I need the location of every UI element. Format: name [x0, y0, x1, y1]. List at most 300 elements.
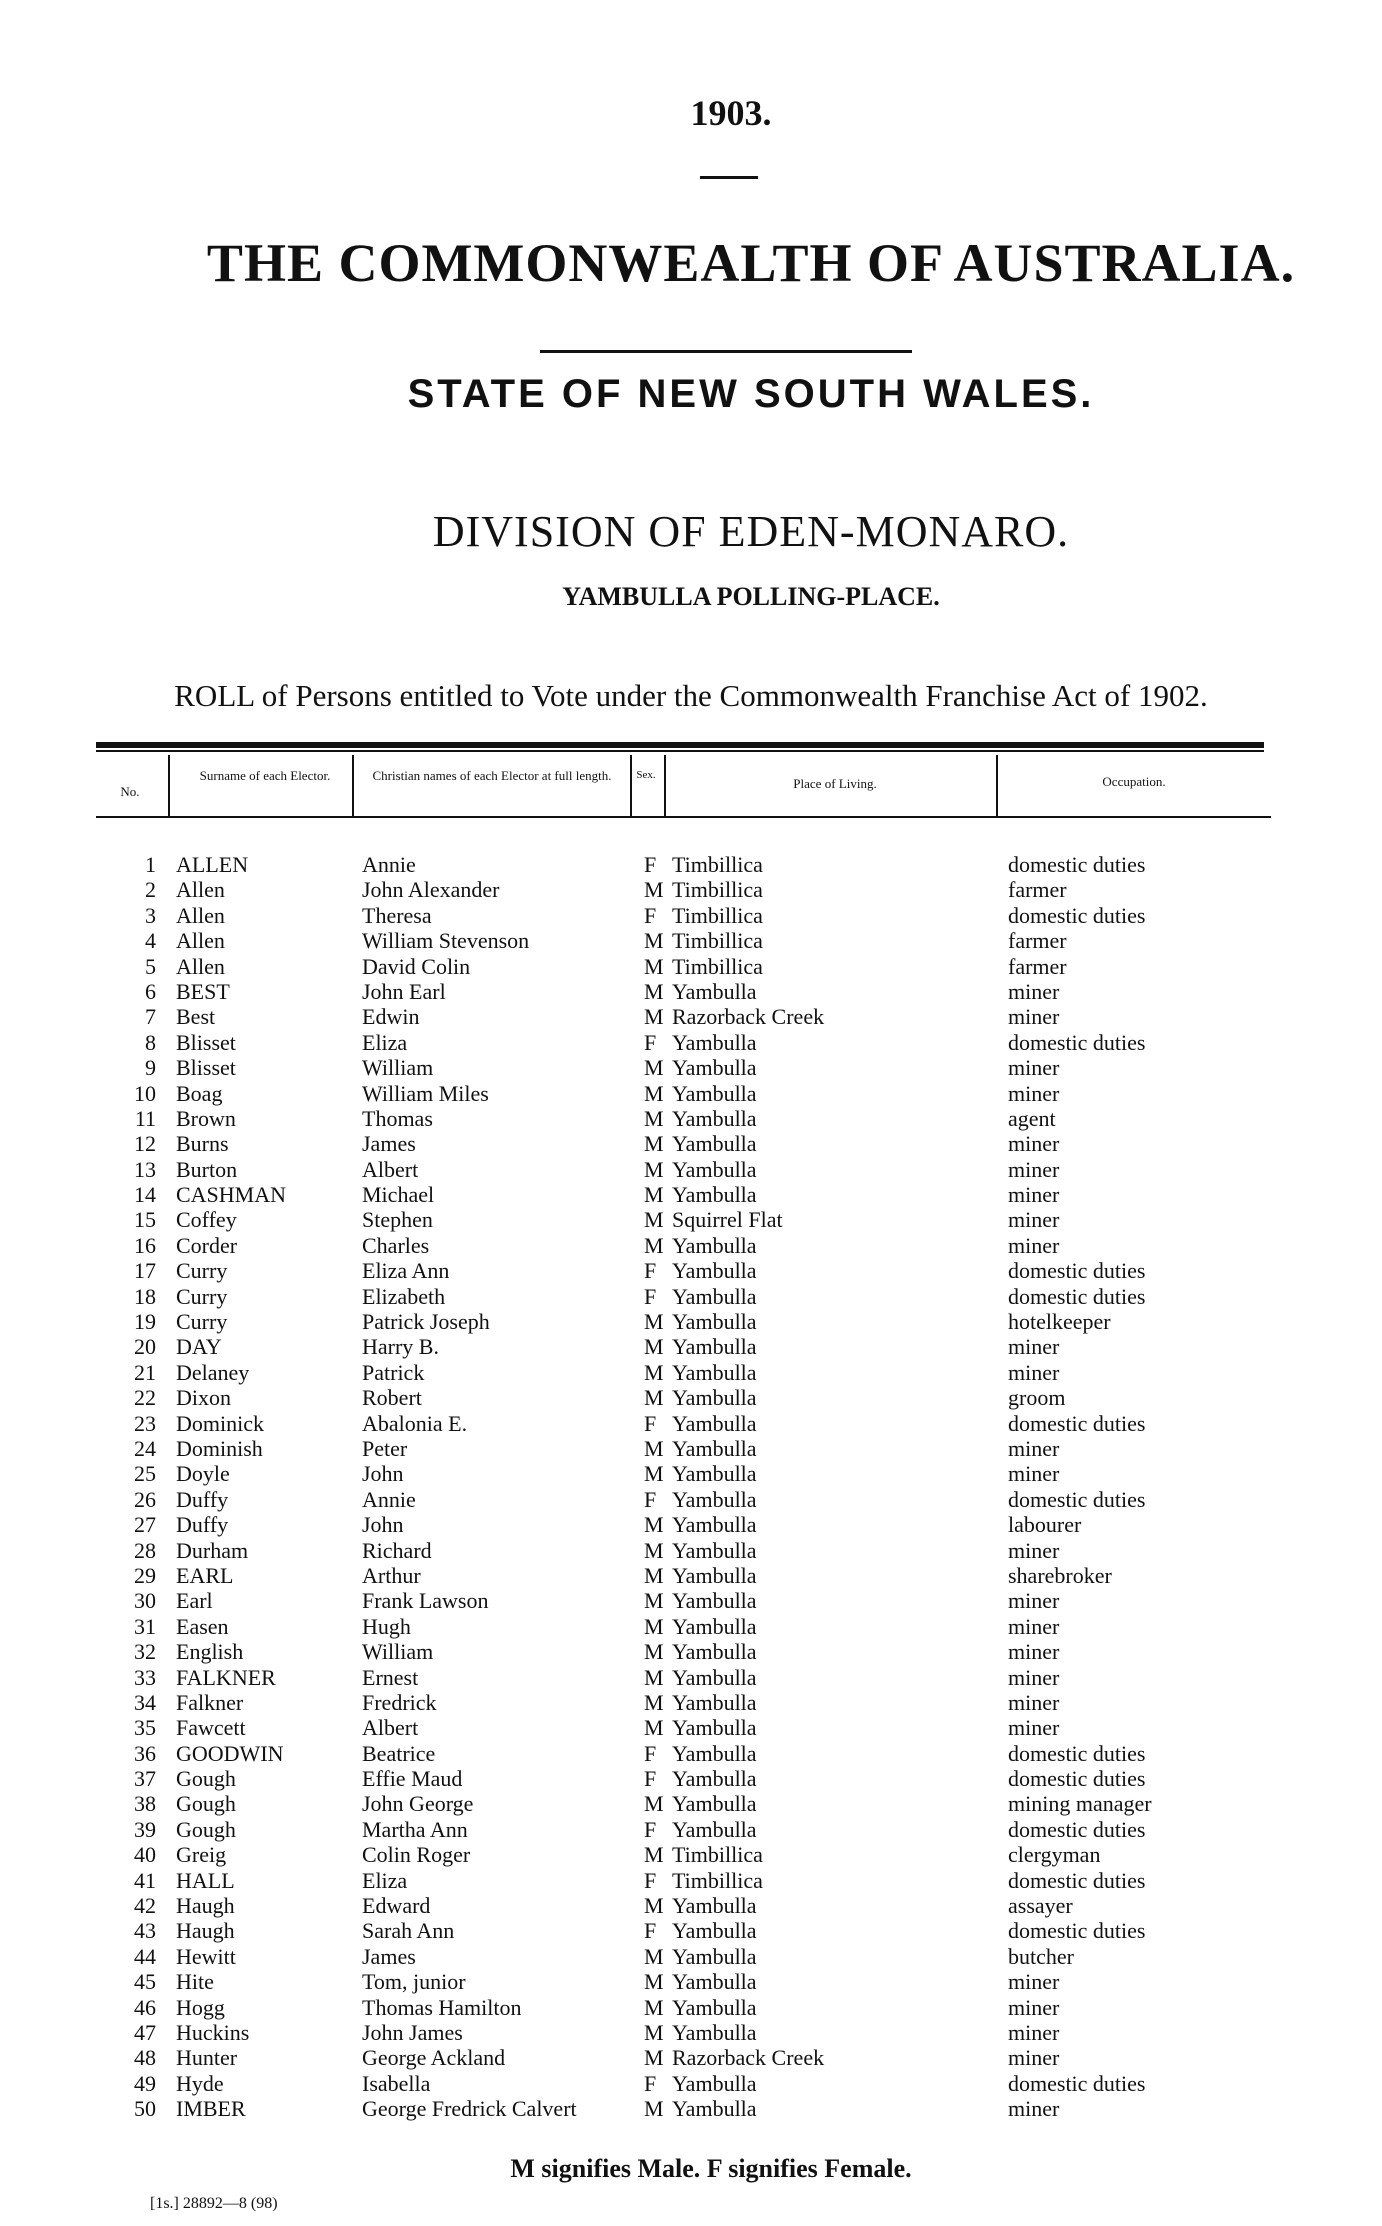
elector-sex: M: [644, 2045, 664, 2071]
elector-surname: Blisset: [176, 1029, 236, 1055]
elector-occupation: miner: [1008, 1639, 1060, 1665]
elector-number: 42: [134, 1893, 156, 1919]
elector-sex: M: [644, 1562, 664, 1588]
elector-place: Yambulla: [672, 1359, 757, 1385]
elector-occupation: miner: [1008, 1613, 1060, 1639]
table-row: [96, 2020, 1286, 2045]
header-occupation: Occupation.: [1102, 774, 1166, 789]
elector-number: 20: [134, 1334, 156, 1360]
elector-number: 40: [134, 1842, 156, 1868]
elector-sex: F: [644, 1258, 657, 1284]
elector-number: 45: [134, 1969, 156, 1995]
elector-number: 1: [145, 852, 156, 877]
elector-number: 19: [134, 1309, 156, 1335]
elector-christian-names: Annie: [362, 852, 416, 877]
elector-christian-names: Eliza: [362, 1867, 408, 1893]
elector-place: Timbillica: [672, 902, 763, 928]
document-title: THE COMMONWEALTH OF AUSTRALIA.: [206, 233, 1296, 293]
table-row: [96, 1233, 1286, 1258]
column-divider: [996, 755, 998, 817]
elector-sex: M: [644, 1182, 664, 1208]
elector-sex: M: [644, 1613, 664, 1639]
table-row: [96, 979, 1286, 1004]
elector-surname: Durham: [176, 1537, 249, 1563]
table-row: [96, 1512, 1286, 1537]
elector-place: Yambulla: [672, 1435, 757, 1461]
elector-number: 21: [134, 1359, 156, 1385]
elector-occupation: miner: [1008, 1359, 1060, 1385]
elector-number: 11: [134, 1105, 156, 1131]
elector-surname: Greig: [176, 1842, 227, 1868]
elector-christian-names: Sarah Ann: [362, 1918, 455, 1944]
elector-place: Yambulla: [672, 1613, 757, 1639]
elector-sex: F: [644, 1740, 657, 1766]
elector-number: 26: [134, 1486, 156, 1512]
elector-sex: M: [644, 953, 664, 979]
table-row: [96, 1284, 1286, 1309]
elector-occupation: miner: [1008, 1588, 1060, 1614]
elector-place: Yambulla: [672, 1486, 757, 1512]
elector-christian-names: John Earl: [362, 978, 446, 1004]
elector-occupation: miner: [1008, 1537, 1060, 1563]
elector-occupation: miner: [1008, 1055, 1060, 1081]
elector-sex: M: [644, 1537, 664, 1563]
elector-sex: M: [644, 1512, 664, 1538]
elector-christian-names: Tom, junior: [362, 1969, 466, 1995]
table-row: [96, 1614, 1286, 1639]
table-row: [96, 1639, 1286, 1664]
elector-christian-names: James: [362, 1943, 416, 1969]
table-row: [96, 1538, 1286, 1563]
elector-christian-names: Robert: [362, 1385, 422, 1411]
elector-number: 36: [134, 1740, 156, 1766]
elector-sex: M: [644, 1435, 664, 1461]
table-row: [96, 1563, 1286, 1588]
table-row: [96, 1436, 1286, 1461]
elector-sex: F: [644, 2070, 657, 2096]
elector-number: 23: [134, 1410, 156, 1436]
elector-sex: M: [644, 1715, 664, 1741]
elector-christian-names: Colin Roger: [362, 1842, 471, 1868]
table-row: [96, 928, 1286, 953]
elector-number: 14: [134, 1182, 156, 1208]
elector-place: Yambulla: [672, 1715, 757, 1741]
elector-occupation: farmer: [1008, 877, 1067, 903]
elector-christian-names: George Fredrick Calvert: [362, 2096, 577, 2122]
table-row: [96, 1487, 1286, 1512]
elector-sex: F: [644, 1410, 657, 1436]
elector-christian-names: Eliza: [362, 1029, 408, 1055]
elector-surname: BEST: [176, 978, 230, 1004]
table-row: [96, 1741, 1286, 1766]
elector-number: 43: [134, 1918, 156, 1944]
table-top-rule: [96, 742, 1264, 748]
elector-number: 31: [134, 1613, 156, 1639]
elector-christian-names: William Miles: [362, 1080, 489, 1106]
elector-number: 39: [134, 1816, 156, 1842]
elector-sex: M: [644, 1664, 664, 1690]
divider-rule: [540, 350, 912, 353]
table-top-rule-thin: [96, 750, 1264, 752]
elector-occupation: clergyman: [1008, 1842, 1101, 1868]
elector-place: Yambulla: [672, 1461, 757, 1487]
elector-surname: Hite: [176, 1969, 214, 1995]
table-row: [96, 877, 1286, 902]
print-reference: [1s.] 28892—8 (98): [150, 2195, 278, 2212]
elector-sex: M: [644, 1639, 664, 1665]
elector-place: Yambulla: [672, 1512, 757, 1538]
elector-sex: M: [644, 2019, 664, 2045]
elector-place: Yambulla: [672, 1766, 757, 1792]
elector-surname: Curry: [176, 1309, 228, 1335]
elector-number: 29: [134, 1562, 156, 1588]
table-row: [96, 1868, 1286, 1893]
elector-surname: Haugh: [176, 1893, 235, 1919]
elector-occupation: sharebroker: [1008, 1562, 1112, 1588]
elector-place: Yambulla: [672, 1639, 757, 1665]
table-row: [96, 1258, 1286, 1283]
elector-surname: Allen: [176, 877, 225, 903]
elector-christian-names: John George: [362, 1791, 474, 1817]
elector-surname: Earl: [176, 1588, 213, 1614]
table-row: [96, 1106, 1286, 1131]
elector-surname: CASHMAN: [176, 1182, 287, 1208]
elector-occupation: domestic duties: [1008, 2070, 1146, 2096]
elector-number: 50: [134, 2096, 156, 2122]
elector-place: Yambulla: [672, 1309, 757, 1335]
elector-surname: EARL: [176, 1562, 234, 1588]
elector-christian-names: Eliza Ann: [362, 1258, 450, 1284]
elector-number: 7: [145, 1004, 156, 1030]
elector-place: Timbillica: [672, 1867, 763, 1893]
elector-occupation: miner: [1008, 1461, 1060, 1487]
elector-surname: Duffy: [176, 1512, 229, 1538]
elector-sex: M: [644, 1334, 664, 1360]
table-row: [96, 1411, 1286, 1436]
elector-place: Yambulla: [672, 1918, 757, 1944]
elector-christian-names: Annie: [362, 1486, 416, 1512]
elector-christian-names: Patrick Joseph: [362, 1309, 490, 1335]
elector-christian-names: Arthur: [362, 1562, 421, 1588]
elector-number: 44: [134, 1943, 156, 1969]
elector-place: Yambulla: [672, 1182, 757, 1208]
elector-surname: Doyle: [176, 1461, 230, 1487]
elector-place: Yambulla: [672, 1232, 757, 1258]
elector-place: Yambulla: [672, 1893, 757, 1919]
elector-number: 2: [145, 877, 156, 903]
table-row: [96, 1385, 1286, 1410]
table-row: [96, 1334, 1286, 1359]
elector-christian-names: Albert: [362, 1715, 419, 1741]
elector-christian-names: Effie Maud: [362, 1766, 463, 1792]
elector-place: Yambulla: [672, 1969, 757, 1995]
table-row: [96, 1131, 1286, 1156]
elector-surname: HALL: [176, 1867, 235, 1893]
elector-surname: Hunter: [176, 2045, 238, 2071]
elector-surname: English: [176, 1639, 244, 1665]
elector-surname: Dominish: [176, 1435, 263, 1461]
elector-occupation: miner: [1008, 1004, 1060, 1030]
elector-place: Yambulla: [672, 1537, 757, 1563]
elector-surname: Huckins: [176, 2019, 250, 2045]
elector-number: 27: [134, 1512, 156, 1538]
elector-sex: F: [644, 1816, 657, 1842]
elector-place: Yambulla: [672, 1029, 757, 1055]
elector-place: Timbillica: [672, 877, 763, 903]
elector-surname: Blisset: [176, 1055, 236, 1081]
elector-sex: M: [644, 1131, 664, 1157]
elector-place: Yambulla: [672, 1283, 757, 1309]
elector-sex: M: [644, 1689, 664, 1715]
elector-number: 37: [134, 1766, 156, 1792]
elector-surname: Burton: [176, 1156, 238, 1182]
table-row: [96, 1055, 1286, 1080]
elector-number: 16: [134, 1232, 156, 1258]
elector-surname: Fawcett: [176, 1715, 246, 1741]
elector-christian-names: John: [362, 1512, 404, 1538]
elector-occupation: miner: [1008, 1156, 1060, 1182]
elector-occupation: miner: [1008, 1435, 1060, 1461]
elector-sex: M: [644, 2096, 664, 2122]
elector-occupation: miner: [1008, 1182, 1060, 1208]
elector-christian-names: Hugh: [362, 1613, 411, 1639]
table-row: [96, 903, 1286, 928]
elector-occupation: mining manager: [1008, 1791, 1152, 1817]
table-row: [96, 1715, 1286, 1740]
elector-sex: M: [644, 1055, 664, 1081]
elector-christian-names: Albert: [362, 1156, 419, 1182]
elector-christian-names: John: [362, 1461, 404, 1487]
elector-place: Yambulla: [672, 1105, 757, 1131]
elector-occupation: domestic duties: [1008, 1486, 1146, 1512]
elector-sex: M: [644, 1080, 664, 1106]
elector-christian-names: John Alexander: [362, 877, 500, 903]
table-row: [96, 1690, 1286, 1715]
elector-place: Yambulla: [672, 1385, 757, 1411]
column-divider: [168, 755, 170, 817]
elector-christian-names: Harry B.: [362, 1334, 439, 1360]
elector-sex: F: [644, 852, 657, 877]
elector-occupation: groom: [1008, 1385, 1066, 1411]
elector-surname: Boag: [176, 1080, 223, 1106]
elector-number: 32: [134, 1639, 156, 1665]
elector-place: Yambulla: [672, 1664, 757, 1690]
elector-sex: M: [644, 1105, 664, 1131]
elector-sex: F: [644, 1029, 657, 1055]
table-row: [96, 1182, 1286, 1207]
elector-sex: M: [644, 1791, 664, 1817]
table-row: [96, 1360, 1286, 1385]
elector-number: 49: [134, 2070, 156, 2096]
table-row: [96, 1030, 1286, 1055]
elector-sex: M: [644, 1943, 664, 1969]
elector-number: 8: [145, 1029, 156, 1055]
elector-number: 28: [134, 1537, 156, 1563]
elector-number: 22: [134, 1385, 156, 1411]
elector-surname: Hogg: [176, 1994, 225, 2020]
elector-surname: Burns: [176, 1131, 229, 1157]
elector-occupation: miner: [1008, 1994, 1060, 2020]
year-heading: 1903.: [690, 93, 772, 133]
elector-surname: Gough: [176, 1791, 236, 1817]
elector-number: 9: [145, 1055, 156, 1081]
elector-christian-names: Thomas: [362, 1105, 433, 1131]
table-row: [96, 2071, 1286, 2096]
elector-number: 4: [145, 928, 156, 954]
elector-occupation: domestic duties: [1008, 1029, 1146, 1055]
table-row: [96, 2045, 1286, 2070]
elector-surname: Curry: [176, 1283, 228, 1309]
elector-number: 30: [134, 1588, 156, 1614]
elector-surname: FALKNER: [176, 1664, 276, 1690]
elector-surname: Gough: [176, 1816, 236, 1842]
elector-sex: F: [644, 902, 657, 928]
elector-surname: Hewitt: [176, 1943, 236, 1969]
elector-number: 48: [134, 2045, 156, 2071]
elector-place: Razorback Creek: [672, 2045, 825, 2071]
elector-number: 25: [134, 1461, 156, 1487]
elector-occupation: miner: [1008, 2096, 1060, 2122]
elector-sex: F: [644, 1867, 657, 1893]
elector-occupation: hotelkeeper: [1008, 1309, 1111, 1335]
elector-occupation: miner: [1008, 1080, 1060, 1106]
elector-sex: M: [644, 978, 664, 1004]
elector-surname: Allen: [176, 902, 225, 928]
elector-number: 34: [134, 1689, 156, 1715]
elector-occupation: miner: [1008, 1207, 1060, 1233]
elector-number: 33: [134, 1664, 156, 1690]
elector-place: Yambulla: [672, 1156, 757, 1182]
elector-christian-names: Isabella: [362, 2070, 431, 2096]
elector-number: 13: [134, 1156, 156, 1182]
elector-surname: Allen: [176, 928, 225, 954]
table-row: [96, 1461, 1286, 1486]
table-row: [96, 954, 1286, 979]
elector-christian-names: David Colin: [362, 953, 471, 979]
elector-place: Yambulla: [672, 1689, 757, 1715]
elector-occupation: butcher: [1008, 1943, 1074, 1969]
elector-occupation: farmer: [1008, 928, 1067, 954]
elector-surname: Easen: [176, 1613, 229, 1639]
elector-place: Yambulla: [672, 1080, 757, 1106]
elector-surname: Dominick: [176, 1410, 264, 1436]
elector-surname: IMBER: [176, 2096, 246, 2122]
elector-christian-names: William Stevenson: [362, 928, 530, 954]
elector-sex: M: [644, 1461, 664, 1487]
elector-place: Yambulla: [672, 1410, 757, 1436]
elector-surname: Falkner: [176, 1689, 244, 1715]
elector-christian-names: Patrick: [362, 1359, 425, 1385]
elector-place: Yambulla: [672, 1562, 757, 1588]
elector-christian-names: Stephen: [362, 1207, 433, 1233]
elector-christian-names: William: [362, 1639, 434, 1665]
table-row: [96, 1157, 1286, 1182]
elector-number: 38: [134, 1791, 156, 1817]
elector-christian-names: Edward: [362, 1893, 431, 1919]
table-row: [96, 1081, 1286, 1106]
elector-sex: M: [644, 1232, 664, 1258]
elector-occupation: miner: [1008, 1664, 1060, 1690]
elector-christian-names: Peter: [362, 1435, 408, 1461]
elector-number: 6: [145, 978, 156, 1004]
elector-place: Yambulla: [672, 978, 757, 1004]
elector-place: Razorback Creek: [672, 1004, 825, 1030]
elector-number: 41: [134, 1867, 156, 1893]
elector-occupation: assayer: [1008, 1893, 1073, 1919]
elector-occupation: miner: [1008, 2019, 1060, 2045]
elector-sex: M: [644, 1004, 664, 1030]
column-divider: [630, 755, 632, 817]
elector-christian-names: Michael: [362, 1182, 435, 1208]
elector-surname: Gough: [176, 1766, 236, 1792]
elector-occupation: miner: [1008, 1689, 1060, 1715]
elector-sex: M: [644, 1893, 664, 1919]
elector-surname: Curry: [176, 1258, 228, 1284]
elector-number: 46: [134, 1994, 156, 2020]
elector-sex: M: [644, 1207, 664, 1233]
table-row: [96, 1918, 1286, 1943]
elector-sex: F: [644, 1486, 657, 1512]
elector-christian-names: Ernest: [362, 1664, 419, 1690]
elector-occupation: domestic duties: [1008, 902, 1146, 928]
elector-sex: M: [644, 1385, 664, 1411]
elector-sex: M: [644, 1969, 664, 1995]
table-row: [96, 1791, 1286, 1816]
elector-christian-names: George Ackland: [362, 2045, 506, 2071]
elector-christian-names: Richard: [362, 1537, 432, 1563]
elector-occupation: domestic duties: [1008, 1740, 1146, 1766]
elector-christian-names: Abalonia E.: [362, 1410, 468, 1436]
elector-occupation: domestic duties: [1008, 1867, 1146, 1893]
elector-sex: M: [644, 1588, 664, 1614]
elector-christian-names: Beatrice: [362, 1740, 436, 1766]
elector-place: Timbillica: [672, 1842, 763, 1868]
elector-occupation: miner: [1008, 1969, 1060, 1995]
elector-place: Yambulla: [672, 1791, 757, 1817]
table-row: [96, 852, 1286, 877]
elector-christian-names: Fredrick: [362, 1689, 437, 1715]
elector-sex: M: [644, 928, 664, 954]
elector-occupation: domestic duties: [1008, 1816, 1146, 1842]
table-row: [96, 1766, 1286, 1791]
elector-christian-names: Charles: [362, 1232, 430, 1258]
elector-christian-names: John James: [362, 2019, 463, 2045]
table-row: [96, 1588, 1286, 1613]
elector-number: 12: [134, 1131, 156, 1157]
divider-rule: [700, 176, 758, 179]
elector-christian-names: Thomas Hamilton: [362, 1994, 522, 2020]
elector-surname: Coffey: [176, 1207, 237, 1233]
elector-sex: M: [644, 1842, 664, 1868]
elector-occupation: domestic duties: [1008, 852, 1146, 877]
elector-occupation: domestic duties: [1008, 1918, 1146, 1944]
roll-heading: ROLL of Persons entitled to Vote under the Commonwealth Franchise Act of 1902.: [174, 678, 1208, 713]
elector-christian-names: William: [362, 1055, 434, 1081]
elector-sex: M: [644, 1359, 664, 1385]
table-header-rule: [96, 816, 1271, 818]
elector-place: Timbillica: [672, 852, 763, 877]
elector-place: Yambulla: [672, 1131, 757, 1157]
table-row: [96, 1969, 1286, 1994]
polling-place-heading: YAMBULLA POLLING-PLACE.: [562, 582, 940, 611]
elector-occupation: labourer: [1008, 1512, 1082, 1538]
elector-christian-names: Elizabeth: [362, 1283, 446, 1309]
sex-legend: M signifies Male. F signifies Female.: [510, 2154, 912, 2183]
elector-place: Yambulla: [672, 1740, 757, 1766]
elector-place: Timbillica: [672, 953, 763, 979]
elector-place: Yambulla: [672, 1994, 757, 2020]
elector-occupation: farmer: [1008, 953, 1067, 979]
